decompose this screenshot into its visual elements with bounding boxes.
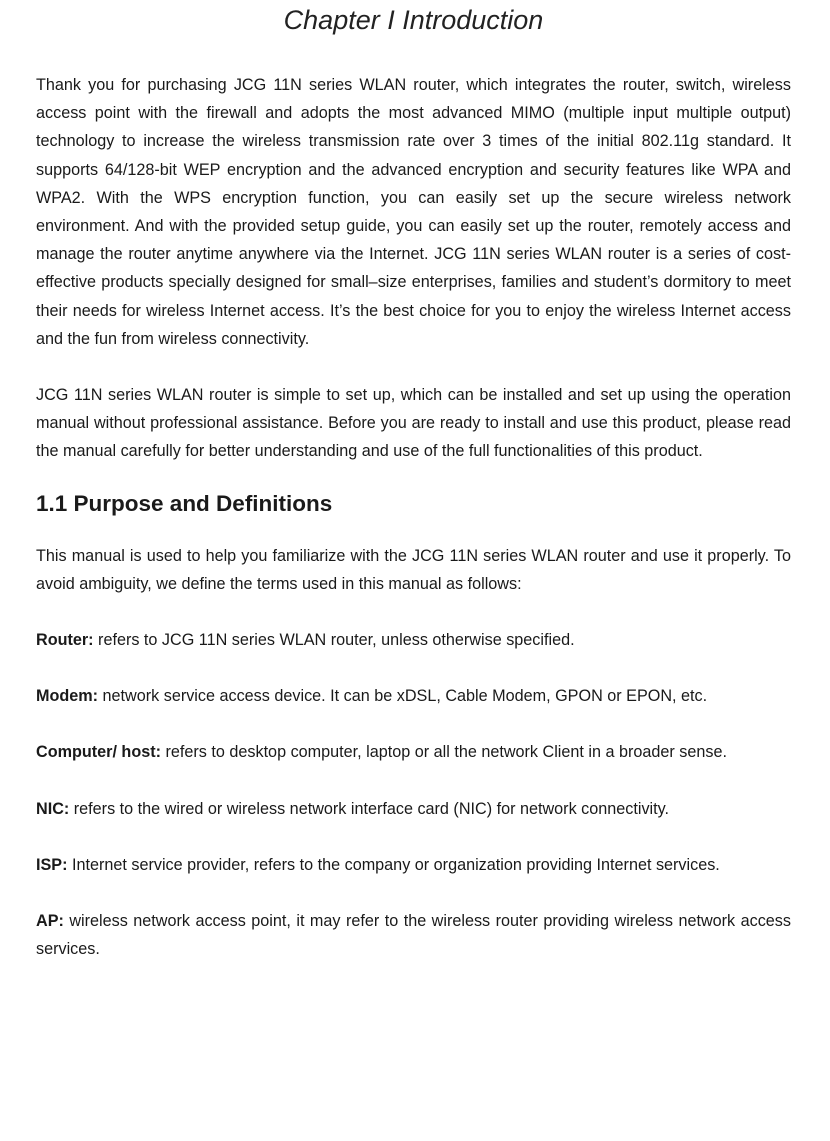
definition-computer-host (36, 738, 791, 766)
definition-term: ISP: (36, 855, 68, 874)
definition-term: Computer/ host: (36, 743, 161, 762)
definition-text: refers to the wired or wireless network interface card (NIC) for network connectivity. (69, 799, 670, 818)
definition-text: Internet service provider, refers to the company or organization providing Internet services. (67, 855, 720, 874)
definition-text: network service access device. It can be xDSL, Cable Modem, GPON or EPON, etc. (98, 687, 708, 706)
definition-ap (36, 907, 791, 963)
definition-nic (36, 795, 791, 823)
section-heading: 1.1 Purpose and Definitions (36, 490, 333, 516)
definition-term: NIC: (36, 799, 70, 818)
definition-text: refers to desktop computer, laptop or all the network Client in a broader sense. (161, 743, 727, 762)
definition-term: Modem: (36, 687, 99, 706)
definition-text: refers to JCG 11N series WLAN router, unless otherwise specified. (93, 631, 575, 650)
definition-modem (36, 682, 791, 710)
definition-text: wireless network access point, it may refer to the wireless router providing wireless network access services. (36, 912, 791, 959)
definition-isp (36, 851, 791, 879)
definition-router (36, 626, 791, 654)
section-paragraph: This manual is used to help you familiarize with the JCG 11N series WLAN router and use it properly. To avoid ambiguity, we define the terms used in this manual as follows: (36, 546, 791, 593)
intro-paragraph: Thank you for purchasing JCG 11N series WLAN router, which integrates the router, switch, wireless access point with the firewall and adopts the most advanced MIMO (multiple input multiple output) technology to increase the wireless transmission rate over 3 times of the initial 802.11g standard. It supports 64/128-bit WEP encryption and the advanced encryption and security features like WPA and WPA2. With the WPS encryption function, you can easily set up the secure wireless network environment. And with the provided setup guide, you can easily set up the router, remotely access and manage the router anytime anywhere via the Internet. JCG 11N series WLAN router is a series of cost-effective products specially designed for small–size enterprises, families and student’s dormitory to meet their needs for wireless Internet access. It’s the best choice for you to enjoy the wireless Internet access and the fun from wireless connectivity. (36, 76, 791, 348)
intro-paragraph: JCG 11N series WLAN router is simple to set up, which can be installed and set up using the operation manual without professional assistance. Before you are ready to install and use this product, please read the manual carefully for better understanding and use of the full functionalities of this product. (36, 386, 791, 461)
chapter-title: Chapter I Introduction (283, 5, 544, 35)
definition-term: AP: (36, 912, 64, 931)
definition-term: Router: (36, 631, 94, 650)
